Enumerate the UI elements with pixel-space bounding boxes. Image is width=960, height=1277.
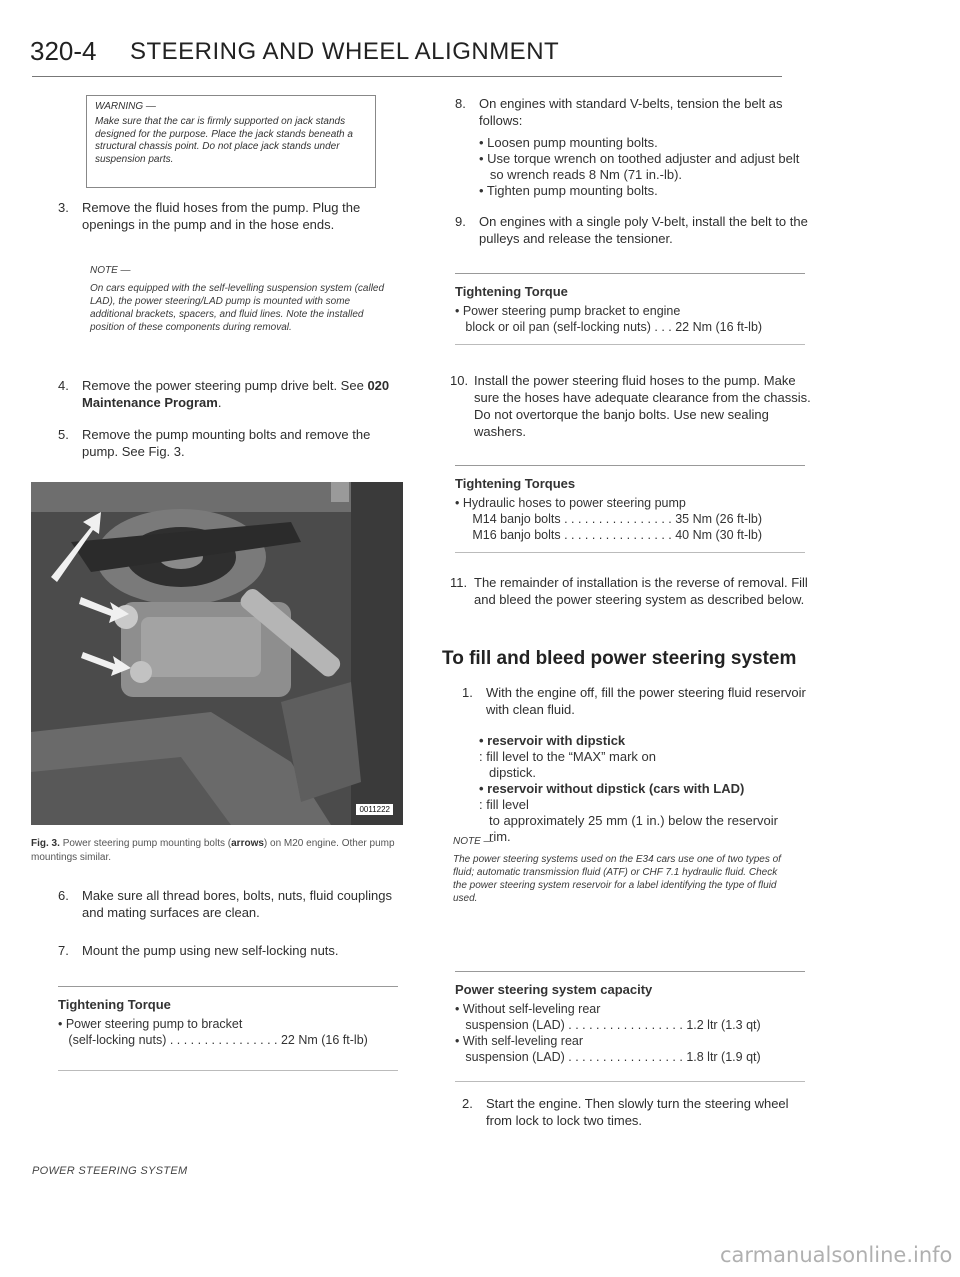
fill-step-1: 1. With the engine off, fill the power steering fluid reservoir with clean fluid.	[462, 685, 806, 717]
watermark: carmanualsonline.info	[720, 1243, 953, 1267]
warning-box	[86, 95, 376, 188]
step-7: 7. Mount the pump using new self-locking nuts.	[58, 943, 339, 958]
step-3: 3. Remove the fluid hoses from the pump. Plug the openings in the pump and in the hose ends.	[58, 200, 361, 232]
header-divider	[32, 76, 782, 77]
warning-title: WARNING —	[95, 101, 156, 112]
step-8: 8. On engines with standard V-belts, tension the belt as follows:	[455, 96, 783, 128]
step-11: 11. The remainder of installation is the reverse of removal. Fill and bleed the power steering system as described below.	[450, 575, 808, 607]
warning-text: Make sure that the car is firmly supported on jack stands designed for the purpose. Place the jack stands beneath a structural chassis point. Do not place jack stands under suspension parts.	[95, 116, 353, 165]
step-6: 6. Make sure all thread bores, bolts, nuts, fluid couplings and mating surfaces are clean.	[58, 888, 393, 920]
figure-id-label: 0011222	[356, 804, 393, 815]
maintenance-reference: 020 Maintenance Program	[82, 378, 390, 410]
step-10: 10. Install the power steering fluid hoses to the pump. Make sure the hoses have adequate clearance from the chassis. Do not overtorque the banjo bolts. Use new sealing washers.	[450, 373, 811, 439]
note-lad: NOTE — On cars equipped with the self-levelling suspension system (called LAD), the power steering/LAD pump is mounted with some additional brackets, spacers, and fluid lines. Note the installed position of these components during removal.	[90, 265, 385, 333]
step-9: 9. On engines with a single poly V-belt, install the belt to the pulleys and release the tensioner.	[455, 214, 808, 246]
reservoir-bullets: • reservoir with dipstick : fill level to the “MAX” mark on dipstick. • reservoir without dipstick (cars with LAD) : fill level to approximately 25 mm (1 in.) below the reservoir rim.	[479, 733, 779, 844]
belt-tension-bullets: • Loosen pump mounting bolts. • Use torque wrench on toothed adjuster and adjust belt so wrench reads 8 Nm (71 in.-lb). • Tighten pump mounting bolts.	[479, 135, 800, 198]
torque-spec-bracket-engine: Tightening Torque • Power steering pump bracket to engine block or oil pan (self-locking nuts) . . . 22 Nm (16 ft-lb)	[455, 273, 805, 345]
engine-photo-illustration	[31, 482, 403, 825]
torque-spec-banjo-bolts: Tightening Torques • Hydraulic hoses to power steering pump M14 banjo bolts . . . . . . . . . . . . . . . . 35 Nm (26 ft-lb) M16 banjo bolts . . . . . . . . . . . . . . . . 40 Nm (30 ft-lb)	[455, 465, 805, 553]
fill-step-2: 2. Start the engine. Then slowly turn the steering wheel from lock to lock two times.	[462, 1096, 789, 1128]
section-heading: To fill and bleed power steering system	[442, 648, 797, 669]
step-5: 5. Remove the pump mounting bolts and remove the pump. See Fig. 3.	[58, 427, 371, 459]
capacity-spec: Power steering system capacity • Without self-leveling rear suspension (LAD) . . . . . . . . . . . . . . . . . 1.2 ltr (1.3 qt) • With self-leveling rear suspension (LAD) . . . . . . . . . . . . . . . . . 1.8 ltr (1.9 qt)	[455, 971, 805, 1082]
page-header	[30, 36, 750, 76]
torque-spec-pump-bracket: Tightening Torque • Power steering pump to bracket (self-locking nuts) . . . . . . . . . . . . . . . . 22 Nm (16 ft-lb)	[58, 986, 398, 1071]
figure-3-photo	[31, 482, 403, 825]
section-title: STEERING AND WHEEL ALIGNMENT	[130, 38, 560, 65]
page-footer: POWER STEERING SYSTEM	[32, 1165, 188, 1177]
step-4: 4. Remove the power steering pump drive belt. See 020 Maintenance Program.	[58, 378, 390, 410]
note-fluid-type: NOTE — The power steering systems used on the E34 cars use one of two types of fluid; automatic transmission fluid (ATF) or CHF 7.1 hydraulic fluid. Check the power steering system reservoir for a label identifying the type of fluid used.	[453, 836, 781, 904]
figure-3-caption: Fig. 3. Power steering pump mounting bolts (arrows) on M20 engine. Other pump mountings similar.	[31, 838, 395, 863]
page-number: 320-4	[30, 36, 97, 66]
